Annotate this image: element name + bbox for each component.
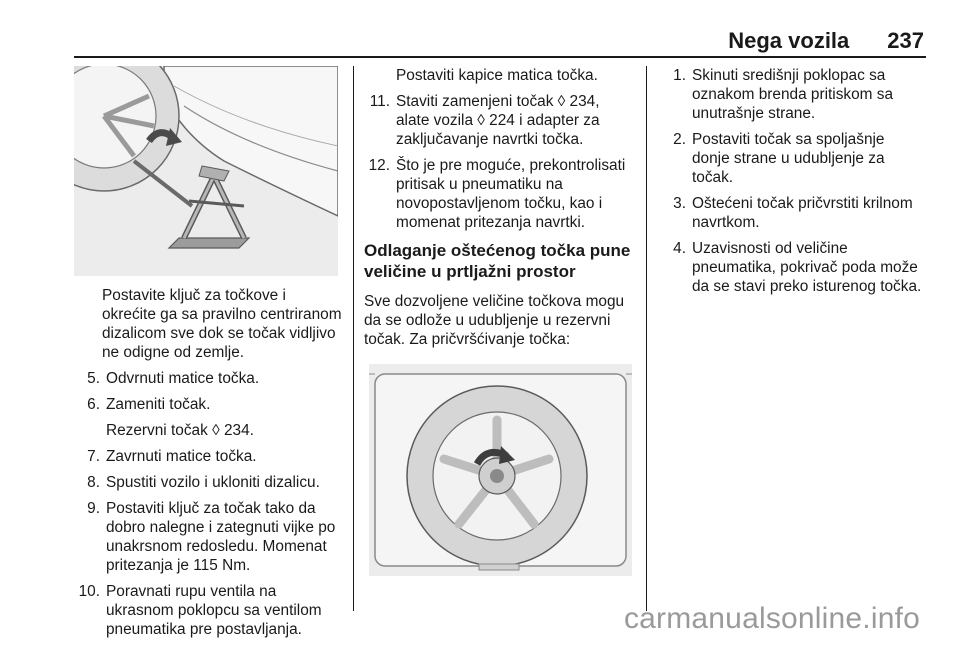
- jack-illustration: [74, 66, 338, 276]
- list-item: 4. Uzavisnosti od veličine pneumatika, pokrivač poda može da se stavi preko isturenog točka.: [673, 240, 922, 295]
- list-item: 2. Postaviti točak sa spoljašnje donje strane u udubljenje za točak.: [673, 131, 885, 186]
- list-item: 7. Zavrnuti matice točka.: [87, 448, 257, 465]
- section-intro: Sve dozvoljene veličine točkova mogu da se odlože u udubljenje u rezervni točak. Za pričvršćivanje točka:: [364, 293, 625, 348]
- jack-illustration-svg: [74, 66, 338, 276]
- page-header: [728, 28, 924, 54]
- list-item: 3. Oštećeni točak pričvrstiti krilnom navrtkom.: [673, 195, 913, 231]
- header-rule: [74, 56, 926, 58]
- list-item: 12. Što je pre moguće, prekontrolisati pritisak u pneumatiku na novopostavljenom točku, kao i momenat pritezanja navrtki.: [368, 157, 626, 231]
- list-item: 10. Poravnati rupu ventila na ukrasnom poklopcu sa ventilom pneumatika pre postavljanja.: [78, 583, 322, 638]
- watermark[interactable]: carmanualsonline.info: [623, 602, 920, 635]
- section-heading: Odlaganje oštećenog točka pune veličine u prtljažni prostor: [364, 241, 631, 281]
- middle-column: [364, 66, 636, 356]
- column-divider-1: [353, 66, 354, 611]
- list-item: 11. Staviti zamenjeni točak ◊ 234, alate vozila ◊ 224 i adapter za zaključavanje navrtki točka.: [369, 93, 600, 148]
- page-number: 237: [887, 28, 924, 53]
- list-item: 5. Odvrnuti matice točka.: [87, 370, 260, 387]
- spare-wheel-svg: [369, 364, 632, 576]
- list-item: 6. Zameniti točak.: [87, 396, 211, 413]
- step6-note: Rezervni točak ◊ 234.: [106, 422, 254, 439]
- section-title: Nega vozila: [728, 28, 850, 53]
- list-item: 9. Postaviti ključ za točak tako da dobro nalegne i zategnuti vijke po unakrsnom redosledu. Momenat pritezanja je 115 Nm.: [87, 500, 336, 574]
- list-item: 8. Spustiti vozilo i ukloniti dizalicu.: [87, 474, 320, 491]
- spare-wheel-illustration: [369, 364, 632, 576]
- step10-continuation: Postaviti kapice matica točka.: [396, 67, 598, 84]
- step4-continuation: Postavite ključ za točkove i okrećite ga sa pravilno centriranom dizalicom sve dok se točak vidljivo ne odigne od zemlje.: [102, 287, 342, 361]
- column-divider-2: [646, 66, 647, 611]
- list-item: 1. Skinuti središnji poklopac sa oznakom brenda pritiskom sa unutrašnje strane.: [673, 67, 894, 122]
- left-column: [74, 286, 342, 646]
- right-column: [660, 66, 926, 303]
